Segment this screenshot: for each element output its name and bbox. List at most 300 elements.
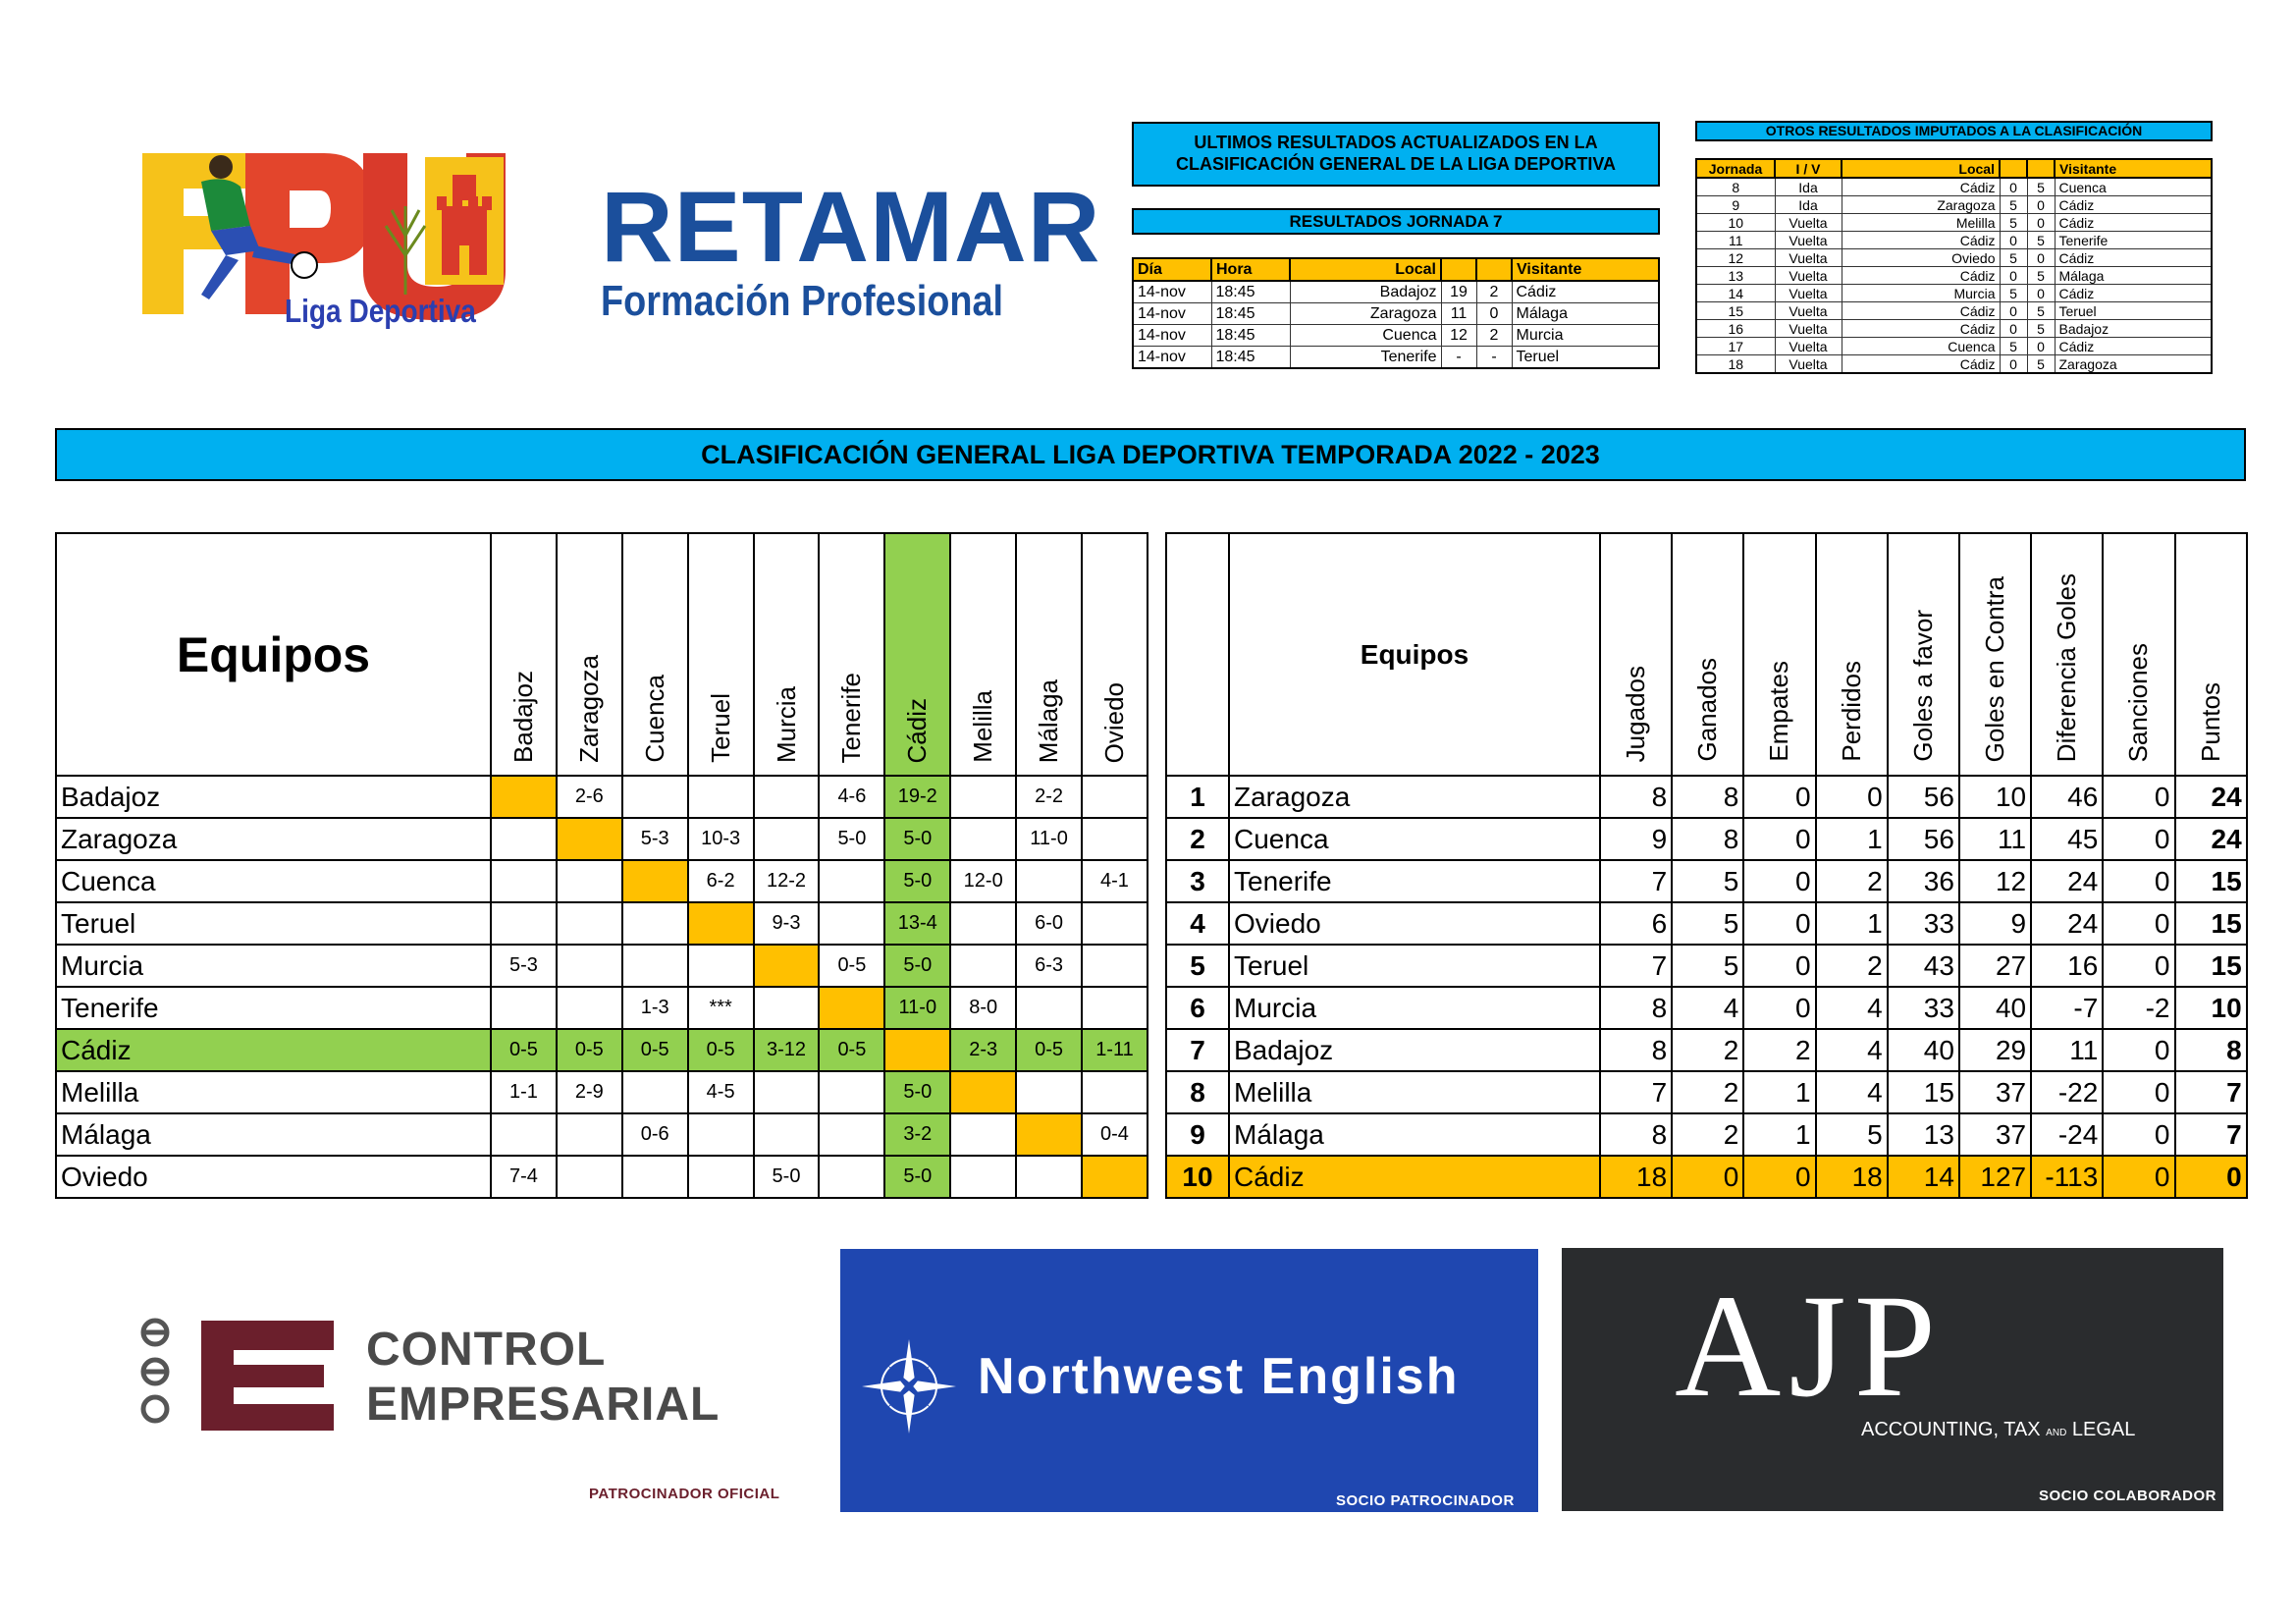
matrix-column-header [1082,533,1148,776]
table-cell: 18 [1696,355,1775,374]
matrix-column-header [688,533,754,776]
table-cell: Cádiz [1842,302,2000,320]
results-matrix [55,532,1148,1199]
standings-stat: 0 [1743,902,1815,945]
standings-teams-header: Equipos [1229,533,1600,776]
table-cell: Zaragoza [1842,196,2000,214]
matrix-team-name: Zaragoza [56,818,491,860]
matrix-cell [491,902,557,945]
standings-column-label: Goles en Contra [1980,575,2010,762]
standings-row [1166,1071,2247,1113]
column-header: Día [1133,258,1211,281]
table-cell: - [1476,347,1512,369]
matrix-team-name: Melilla [56,1071,491,1113]
table-row [1696,338,2212,355]
standings-stat: 0 [1743,776,1815,818]
retamar-name: RETAMAR [601,171,1101,283]
table-cell: Tenerife [2055,232,2212,249]
matrix-cell [754,1071,820,1113]
matrix-cell [491,860,557,902]
standings-stat: 14 [1888,1156,1959,1198]
standings-stat: 0 [1743,987,1815,1029]
matrix-cell: 10-3 [688,818,754,860]
standings-column-label: Puntos [2195,682,2225,762]
table-cell: Teruel [2055,302,2212,320]
table-cell: Melilla [1842,214,2000,232]
table-cell: Murcia [1512,325,1659,347]
table-cell: 14 [1696,285,1775,302]
standings-stat: 0 [2103,1156,2174,1198]
table-cell: 0 [2027,249,2055,267]
standings-stat: 8 [1672,776,1743,818]
table-cell: Murcia [1842,285,2000,302]
table-row [1696,232,2212,249]
matrix-column-label: Cádiz [902,697,933,763]
standings-row [1166,1029,2247,1071]
matrix-cell [950,1156,1016,1198]
standings-stat: 8 [1672,818,1743,860]
standings-stat: 7 [1600,945,1672,987]
matrix-cell: 5-0 [884,860,950,902]
standings-team-name: Murcia [1229,987,1600,1029]
matrix-cell: 19-2 [884,776,950,818]
matrix-cell: *** [688,987,754,1029]
matrix-row [56,902,1148,945]
matrix-team-name: Cádiz [56,1029,491,1071]
jornada-results-table [1132,257,1660,369]
standings-stat: 2 [1743,1029,1815,1071]
table-cell: 11 [1441,303,1476,325]
table-cell: 14-nov [1133,303,1211,325]
standings-column-label: Jugados [1621,665,1651,762]
matrix-cell: 4-1 [1082,860,1148,902]
standings-stat: 0 [2103,818,2174,860]
table-cell: 5 [2000,338,2027,355]
standings-row [1166,1113,2247,1156]
standings-stat: 4 [1816,1071,1888,1113]
standings-stat: 56 [1888,818,1959,860]
table-row [1696,178,2212,196]
matrix-cell: 12-0 [950,860,1016,902]
standings-column-label: Ganados [1692,658,1723,762]
standings-stat: 12 [1959,860,2031,902]
standings-position: 10 [1166,1156,1229,1198]
standings-stat: 1 [1743,1071,1815,1113]
standings-team-name: Melilla [1229,1071,1600,1113]
table-cell: - [1441,347,1476,369]
matrix-cell [688,902,754,945]
table-cell: 14-nov [1133,325,1211,347]
standings-stat: 2 [1816,945,1888,987]
matrix-column-label: Murcia [771,685,801,763]
standings-stat: 13 [1888,1113,1959,1156]
matrix-cell: 6-3 [1016,945,1082,987]
table-cell: 16 [1696,320,1775,338]
matrix-cell [950,776,1016,818]
northwest-english-sponsor [840,1249,1538,1512]
matrix-cell: 1-3 [622,987,688,1029]
matrix-cell: 0-6 [622,1113,688,1156]
ajp-sponsor [1562,1248,2223,1511]
matrix-team-name: Tenerife [56,987,491,1029]
matrix-cell: 1-1 [491,1071,557,1113]
other-results-title: OTROS RESULTADOS IMPUTADOS A LA CLASIFICACIÓN [1695,121,2213,141]
matrix-cell: 0-4 [1082,1113,1148,1156]
matrix-cell: 5-0 [754,1156,820,1198]
table-row [1133,281,1659,303]
standings-stat: 0 [1743,860,1815,902]
standings-team-name: Zaragoza [1229,776,1600,818]
column-header: I / V [1775,159,1842,178]
table-cell: 14-nov [1133,347,1211,369]
column-header: Visitante [1512,258,1659,281]
standings-points: 7 [2175,1113,2247,1156]
matrix-cell [1016,987,1082,1029]
matrix-column-header [557,533,622,776]
standings-stat: 9 [1600,818,1672,860]
table-cell: Vuelta [1775,302,1842,320]
table-cell: Badajoz [1290,281,1441,303]
matrix-cell [557,1156,622,1198]
standings-stat: 9 [1959,902,2031,945]
table-row [1133,325,1659,347]
standings-stat: 29 [1959,1029,2031,1071]
standings-points: 7 [2175,1071,2247,1113]
standings-stat: 0 [1816,776,1888,818]
table-cell: 10 [1696,214,1775,232]
table-cell: 5 [2000,214,2027,232]
matrix-cell [557,987,622,1029]
standings-row [1166,987,2247,1029]
matrix-cell [1082,902,1148,945]
table-cell: Cádiz [1512,281,1659,303]
standings-points: 0 [2175,1156,2247,1198]
standings-stat: 6 [1600,902,1672,945]
matrix-cell [1082,776,1148,818]
standings-stat: -2 [2103,987,2174,1029]
table-cell: 5 [2000,285,2027,302]
table-cell: 12 [1696,249,1775,267]
table-cell: 0 [1476,303,1512,325]
matrix-cell: 2-2 [1016,776,1082,818]
matrix-cell [491,1113,557,1156]
standings-stat: 0 [2103,1113,2174,1156]
matrix-cell [819,1113,884,1156]
table-cell: Cádiz [1842,232,2000,249]
matrix-cell: 7-4 [491,1156,557,1198]
standings-stat: 7 [1600,1071,1672,1113]
position-header [1166,533,1229,776]
standings-points: 15 [2175,902,2247,945]
table-cell: 5 [2027,232,2055,249]
table-cell: 0 [2000,267,2027,285]
northwest-caption: SOCIO PATROCINADOR [1336,1492,1515,1509]
table-row [1133,347,1659,369]
standings-stat: 1 [1743,1113,1815,1156]
matrix-cell [1016,860,1082,902]
standings-stat: 0 [1743,1156,1815,1198]
matrix-column-label: Málaga [1034,678,1064,763]
table-cell: 5 [2027,320,2055,338]
table-cell: 11 [1696,232,1775,249]
table-row [1696,320,2212,338]
standings-stat: 40 [1888,1029,1959,1071]
matrix-column-header [884,533,950,776]
standings-row [1166,776,2247,818]
matrix-cell [622,1071,688,1113]
matrix-column-label: Melilla [968,690,998,763]
table-cell: Vuelta [1775,232,1842,249]
table-cell: 5 [2027,178,2055,196]
column-header: Jornada [1696,159,1775,178]
matrix-cell [754,818,820,860]
standings-stat: 2 [1672,1113,1743,1156]
standings-position: 8 [1166,1071,1229,1113]
matrix-cell [1082,818,1148,860]
table-cell: Cuenca [1290,325,1441,347]
standings-stat: 4 [1816,987,1888,1029]
standings-position: 7 [1166,1029,1229,1071]
matrix-column-label: Tenerife [836,672,867,763]
matrix-cell [688,945,754,987]
matrix-cell: 1-11 [1082,1029,1148,1071]
matrix-cell [1082,987,1148,1029]
matrix-cell [688,1156,754,1198]
matrix-cell: 5-0 [884,1071,950,1113]
column-header [1441,258,1476,281]
table-row [1133,303,1659,325]
matrix-row [56,945,1148,987]
matrix-cell: 2-6 [557,776,622,818]
table-cell: 5 [2000,249,2027,267]
table-row [1696,214,2212,232]
standings-column-header [1672,533,1743,776]
table-cell: 18:45 [1211,347,1290,369]
matrix-cell [950,902,1016,945]
main-title: CLASIFICACIÓN GENERAL LIGA DEPORTIVA TEMPORADA 2022 - 2023 [55,428,2246,481]
matrix-cell [557,902,622,945]
column-header: Local [1290,258,1441,281]
matrix-cell [1082,945,1148,987]
table-cell: 15 [1696,302,1775,320]
retamar-logo [601,171,1101,334]
matrix-team-name: Teruel [56,902,491,945]
standings-column-label: Empates [1764,661,1794,762]
last-results-title: ULTIMOS RESULTADOS ACTUALIZADOS EN LA CLASIFICACIÓN GENERAL DE LA LIGA DEPORTIVA [1132,122,1660,187]
table-cell: 14-nov [1133,281,1211,303]
matrix-cell: 0-5 [688,1029,754,1071]
table-cell: 17 [1696,338,1775,355]
standings-stat: 0 [2103,1029,2174,1071]
standings-column-header [2175,533,2247,776]
matrix-cell: 5-0 [884,818,950,860]
standings-row [1166,902,2247,945]
matrix-cell [754,776,820,818]
standings-column-label: Goles a favor [1907,610,1938,762]
matrix-teams-header: Equipos [56,533,491,776]
matrix-team-name: Cuenca [56,860,491,902]
standings-position: 9 [1166,1113,1229,1156]
standings-stat: 0 [1672,1156,1743,1198]
matrix-cell: 4-6 [819,776,884,818]
matrix-cell [557,1113,622,1156]
standings-team-name: Málaga [1229,1113,1600,1156]
matrix-column-label: Badajoz [507,671,538,763]
table-cell: Vuelta [1775,320,1842,338]
table-cell: 13 [1696,267,1775,285]
standings-column-label: Diferencia Goles [2052,572,2082,762]
matrix-column-header [754,533,820,776]
standings-stat: 4 [1816,1029,1888,1071]
other-results-table [1695,158,2213,374]
matrix-column-header [622,533,688,776]
matrix-cell: 11-0 [1016,818,1082,860]
table-row [1696,196,2212,214]
matrix-cell [819,1156,884,1198]
column-header [2000,159,2027,178]
standings-column-header [1888,533,1959,776]
table-row [1696,285,2212,302]
table-row [1696,249,2212,267]
table-cell: 0 [2000,320,2027,338]
standings-stat: 8 [1600,987,1672,1029]
matrix-cell [491,987,557,1029]
matrix-cell [950,1071,1016,1113]
standings-stat: 15 [1888,1071,1959,1113]
column-header [2027,159,2055,178]
standings-stat: 7 [1600,860,1672,902]
matrix-cell: 9-3 [754,902,820,945]
standings-stat: 18 [1600,1156,1672,1198]
standings-stat: 2 [1672,1071,1743,1113]
ajp-tagline-b: LEGAL [2071,1419,2136,1440]
table-cell: 0 [2000,302,2027,320]
table-cell: Zaragoza [1290,303,1441,325]
standings-stat: -7 [2031,987,2103,1029]
standings-row [1166,945,2247,987]
table-cell: Cádiz [1842,267,2000,285]
standings-column-label: Sanciones [2123,642,2154,762]
standings-stat: 2 [1816,860,1888,902]
standings-stat: -24 [2031,1113,2103,1156]
matrix-cell: 3-2 [884,1113,950,1156]
fpu-subtitle: Liga Deportiva [285,293,476,329]
ajp-tagline-a: ACCOUNTING, TAX [1861,1419,2041,1440]
standings-stat: 56 [1888,776,1959,818]
standings-team-name: Tenerife [1229,860,1600,902]
matrix-row [56,1071,1148,1113]
control-caption: PATROCINADOR OFICIAL [589,1486,780,1502]
matrix-cell: 3-12 [754,1029,820,1071]
table-row [1696,302,2212,320]
table-header-row [1696,159,2212,178]
standings-stat: 0 [2103,902,2174,945]
table-row [1696,267,2212,285]
matrix-cell [1082,1156,1148,1198]
matrix-cell: 11-0 [884,987,950,1029]
table-header-row [1133,258,1659,281]
matrix-column-label: Cuenca [639,675,669,763]
compass-rose-icon [860,1337,958,1435]
table-cell: 0 [2027,196,2055,214]
matrix-cell: 8-0 [950,987,1016,1029]
matrix-cell: 13-4 [884,902,950,945]
matrix-cell [754,987,820,1029]
standings-points: 8 [2175,1029,2247,1071]
standings-stat: 2 [1672,1029,1743,1071]
standings-stat: 27 [1959,945,2031,987]
control-empresarial-sponsor [118,1311,825,1517]
table-cell: 8 [1696,178,1775,196]
standings-position: 4 [1166,902,1229,945]
matrix-row [56,1113,1148,1156]
matrix-cell [950,818,1016,860]
table-cell: Badajoz [2055,320,2212,338]
matrix-cell: 0-5 [1016,1029,1082,1071]
standings-stat: 37 [1959,1071,2031,1113]
column-header: Hora [1211,258,1290,281]
control-line2: EMPRESARIAL [366,1379,721,1431]
matrix-cell: 0-5 [819,1029,884,1071]
table-cell: 18:45 [1211,281,1290,303]
table-row [1696,355,2212,374]
standings-stat: -113 [2031,1156,2103,1198]
matrix-row [56,776,1148,818]
standings-points: 15 [2175,860,2247,902]
table-cell: Málaga [2055,267,2212,285]
standings-column-header [1743,533,1815,776]
table-cell: 0 [2027,338,2055,355]
matrix-cell [622,860,688,902]
standings-stat: 1 [1816,902,1888,945]
table-cell: Cádiz [2055,214,2212,232]
control-empresarial-logo-mark [118,1311,334,1438]
standings-column-header [1816,533,1888,776]
standings-stat: 5 [1672,860,1743,902]
standings-row [1166,1156,2247,1198]
standings-team-name: Cádiz [1229,1156,1600,1198]
standings-stat: 0 [2103,1071,2174,1113]
matrix-cell [1016,1071,1082,1113]
standings-stat: 0 [2103,945,2174,987]
standings-team-name: Badajoz [1229,1029,1600,1071]
standings-stat: 37 [1959,1113,2031,1156]
table-cell: 0 [2000,178,2027,196]
standings-points: 15 [2175,945,2247,987]
standings-position: 3 [1166,860,1229,902]
table-cell: 5 [2000,196,2027,214]
matrix-cell: 5-0 [884,945,950,987]
matrix-cell: 0-5 [491,1029,557,1071]
matrix-column-header [491,533,557,776]
standings-team-name: Oviedo [1229,902,1600,945]
standings-position: 6 [1166,987,1229,1029]
matrix-cell [884,1029,950,1071]
standings-stat: 8 [1600,1029,1672,1071]
matrix-cell [491,818,557,860]
matrix-team-name: Oviedo [56,1156,491,1198]
standings-stat: 5 [1672,902,1743,945]
table-cell: Teruel [1512,347,1659,369]
table-cell: 2 [1476,325,1512,347]
standings-position: 2 [1166,818,1229,860]
matrix-cell [1016,1113,1082,1156]
control-line1: CONTROL [366,1324,607,1376]
table-cell: 0 [2027,214,2055,232]
matrix-cell [557,818,622,860]
matrix-row [56,1156,1148,1198]
jornada-title: RESULTADOS JORNADA 7 [1132,208,1660,235]
